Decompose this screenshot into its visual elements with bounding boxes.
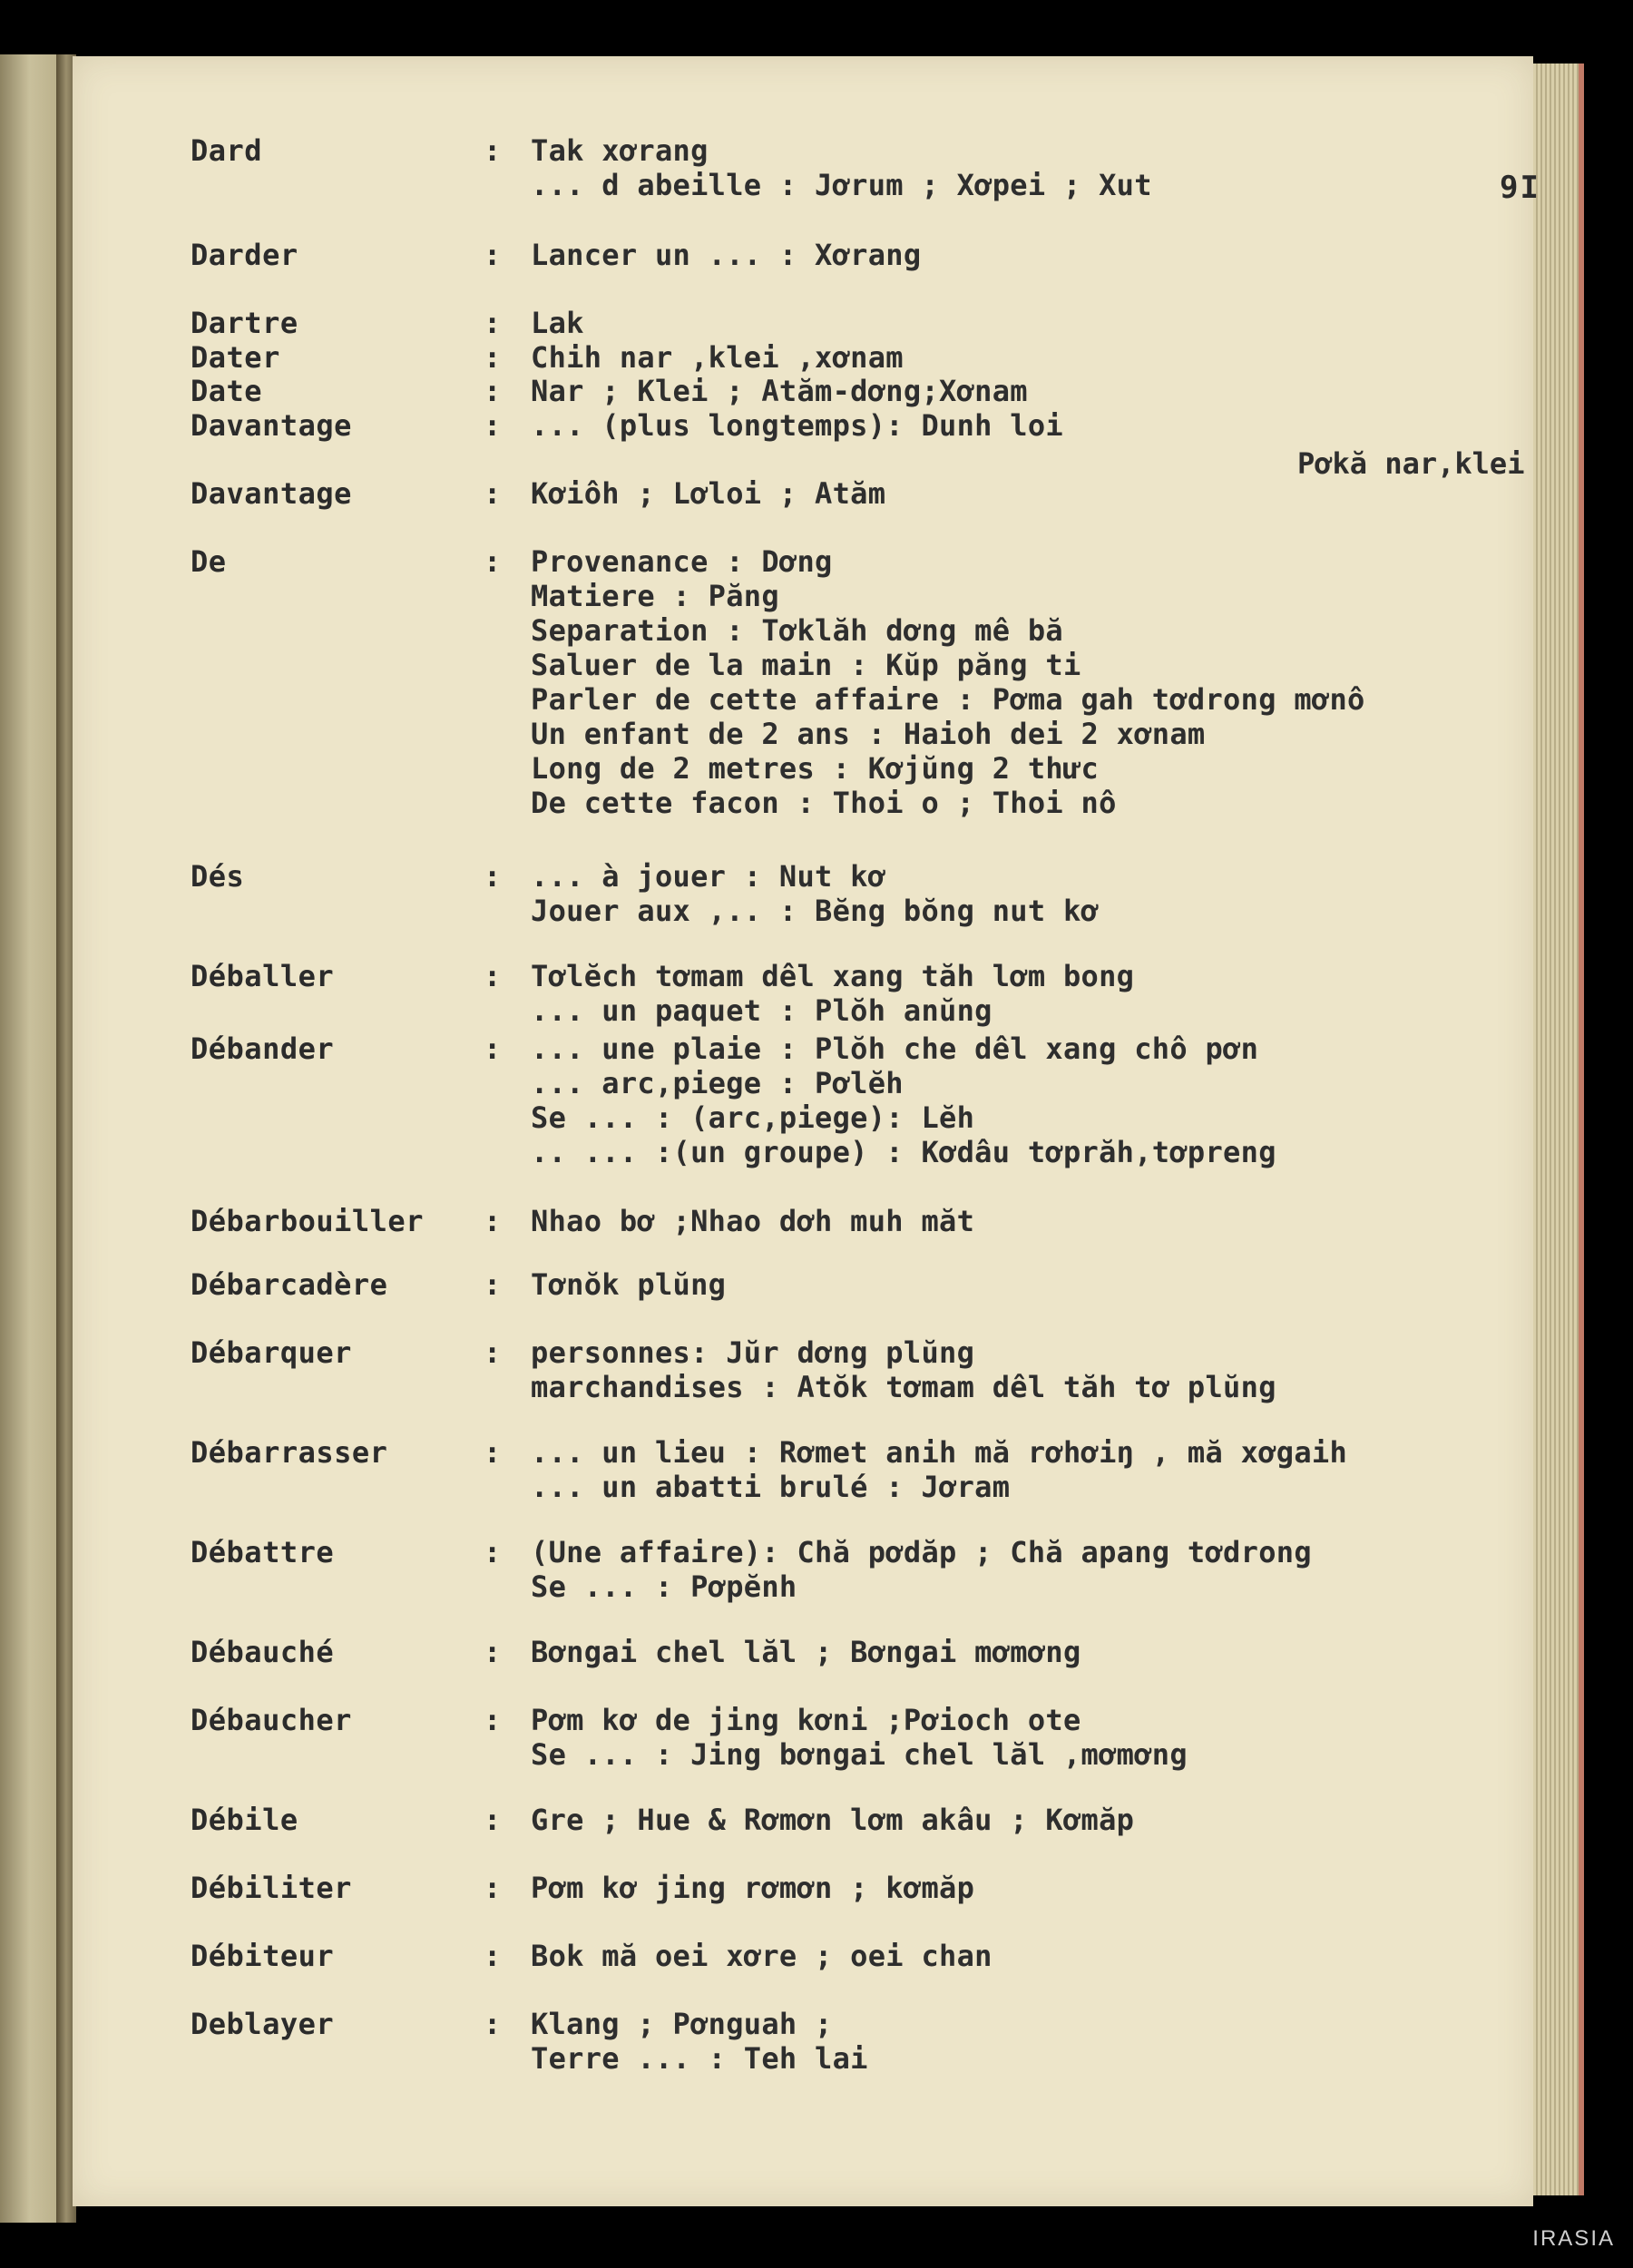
- definition-line: ... une plaie : Plŏh che dêl xang chô pơn: [531, 1031, 1259, 1066]
- entry-separator: :: [484, 544, 502, 579]
- definition-line: Klang ; Pơnguah ;: [531, 2007, 833, 2041]
- definition-line: ... à jouer : Nut kơ: [531, 859, 886, 894]
- definition-line: Lancer un ... : Xơrang: [531, 238, 922, 272]
- definition-line: Se ... : (arc,piege): Lĕh: [531, 1100, 975, 1135]
- entry-separator: :: [484, 340, 502, 375]
- headword: Davantage: [191, 476, 352, 511]
- definition-line: Un enfant de 2 ans : Haioh dei 2 xơnam: [531, 717, 1206, 751]
- headword: Dartre: [191, 306, 298, 340]
- definition-line: ... un abatti brulé : Jơram: [531, 1470, 1011, 1504]
- definition-line: Tak xơrang: [531, 133, 709, 168]
- entry-separator: :: [484, 1335, 502, 1370]
- entry-separator: :: [484, 1535, 502, 1569]
- definition-line: ... d abeille : Jơrum ; Xơpei ; Xut: [531, 168, 1152, 202]
- headword: Débiteur: [191, 1939, 335, 1973]
- definition-line: Parler de cette affaire : Pơma gah tơdrong mơnô: [531, 682, 1365, 717]
- headword: Débattre: [191, 1535, 335, 1569]
- headword: Darder: [191, 238, 298, 272]
- entry-separator: :: [484, 1635, 502, 1669]
- entry-separator: :: [484, 959, 502, 993]
- headword: Davantage: [191, 408, 352, 443]
- headword: Débarbouiller: [191, 1204, 424, 1238]
- definition-line: Terre ... : Teh lai: [531, 2041, 868, 2076]
- definition-line: Long de 2 metres : Kơjŭng 2 thưc: [531, 751, 1100, 786]
- dictionary-page: [73, 56, 1540, 2206]
- definition-line: Tơnŏk plŭng: [531, 1267, 727, 1302]
- definition-line: Kơiôh ; Lơloi ; Atăm: [531, 476, 886, 511]
- headword: Débarquer: [191, 1335, 352, 1370]
- entry-separator: :: [484, 859, 502, 894]
- headword: Débarcadère: [191, 1267, 388, 1302]
- entry-separator: :: [484, 476, 502, 511]
- watermark: IRASIA: [1532, 2226, 1615, 2251]
- definition-line: Se ... : Jing bơngai chel lăl ,mơmơng: [531, 1737, 1188, 1772]
- entry-separator: :: [484, 2007, 502, 2041]
- headword: Date: [191, 374, 263, 408]
- definition-line: Chih nar ,klei ,xơnam: [531, 340, 904, 375]
- entry-separator: :: [484, 1939, 502, 1973]
- definition-line: Bơngai chel lăl ; Bơngai mơmơng: [531, 1635, 1081, 1669]
- definition-line: Nar ; Klei ; Atăm-dơng;Xơnam: [531, 374, 1028, 408]
- definition-line: Gre ; Hue & Rơmơn lơm akâu ; Kơmăp: [531, 1803, 1135, 1837]
- headword: Débile: [191, 1803, 298, 1837]
- entry-separator: :: [484, 1871, 502, 1905]
- definition-line: Se ... : Pơpĕnh: [531, 1569, 797, 1604]
- entry-separator: :: [484, 1031, 502, 1066]
- definition-line: Provenance : Dơng: [531, 544, 833, 579]
- headword: Débander: [191, 1031, 335, 1066]
- entry-separator: :: [484, 408, 502, 443]
- definition-line: Saluer de la main : Kŭp păng ti: [531, 648, 1081, 682]
- entry-list: [73, 56, 1533, 2206]
- definition-line: Tơlĕch tơmam dêl xang tăh lơm bong: [531, 959, 1135, 993]
- entry-separator: :: [484, 1435, 502, 1470]
- definition-line: marchandises : Atŏk tơmam dêl tăh tơ plŭng: [531, 1370, 1276, 1404]
- headword: De: [191, 544, 227, 579]
- definition-line: .. ... :(un groupe) : Kơdâu tơprăh,tơpreng: [531, 1135, 1276, 1169]
- page-number: 9I: [1500, 170, 1540, 206]
- definition-line: personnes: Jŭr dơng plŭng: [531, 1335, 975, 1370]
- definition-line: Matiere : Păng: [531, 579, 779, 613]
- definition-line: Nhao bơ ;Nhao dơh muh măt: [531, 1204, 975, 1238]
- definition-line: Lak: [531, 306, 584, 340]
- entry-separator: :: [484, 306, 502, 340]
- definition-line: ... un paquet : Plŏh anŭng: [531, 993, 993, 1028]
- definition-line: Pơm kơ de jing kơni ;Pơioch ote: [531, 1703, 1081, 1737]
- entry-separator: :: [484, 133, 502, 168]
- definition-line: Separation : Tơklăh dơng mê bă: [531, 613, 1063, 648]
- definition-line: (Une affaire): Chă pơdăp ; Chă apang tơdrong: [531, 1535, 1312, 1569]
- entry-separator: :: [484, 1803, 502, 1837]
- headword: Dés: [191, 859, 245, 894]
- definition-line: ... un lieu : Rơmet anih mă rơhơiŋ , mă xơgaih: [531, 1435, 1348, 1470]
- entry-separator: :: [484, 1703, 502, 1737]
- headword: Dard: [191, 133, 263, 168]
- entry-separator: :: [484, 1267, 502, 1302]
- side-note: Pơkă nar,klei: [1297, 446, 1525, 481]
- entry-separator: :: [484, 1204, 502, 1238]
- definition-line: Pơm kơ jing rơmơn ; kơmăp: [531, 1871, 975, 1905]
- definition-line: Bok mă oei xơre ; oei chan: [531, 1939, 993, 1973]
- headword: Débiliter: [191, 1871, 352, 1905]
- definition-line: ... (plus longtemps): Dunh loi: [531, 408, 1063, 443]
- headword: Débarrasser: [191, 1435, 388, 1470]
- headword: Débauché: [191, 1635, 335, 1669]
- definition-line: Jouer aux ,.. : Bĕng bŏng nut kơ: [531, 894, 1100, 928]
- definition-line: De cette facon : Thoi o ; Thoi nô: [531, 786, 1117, 820]
- headword: Deblayer: [191, 2007, 335, 2041]
- entry-separator: :: [484, 374, 502, 408]
- entry-separator: :: [484, 238, 502, 272]
- headword: Débaucher: [191, 1703, 352, 1737]
- headword: Déballer: [191, 959, 335, 993]
- headword: Dater: [191, 340, 280, 375]
- definition-line: ... arc,piege : Pơlĕh: [531, 1066, 904, 1100]
